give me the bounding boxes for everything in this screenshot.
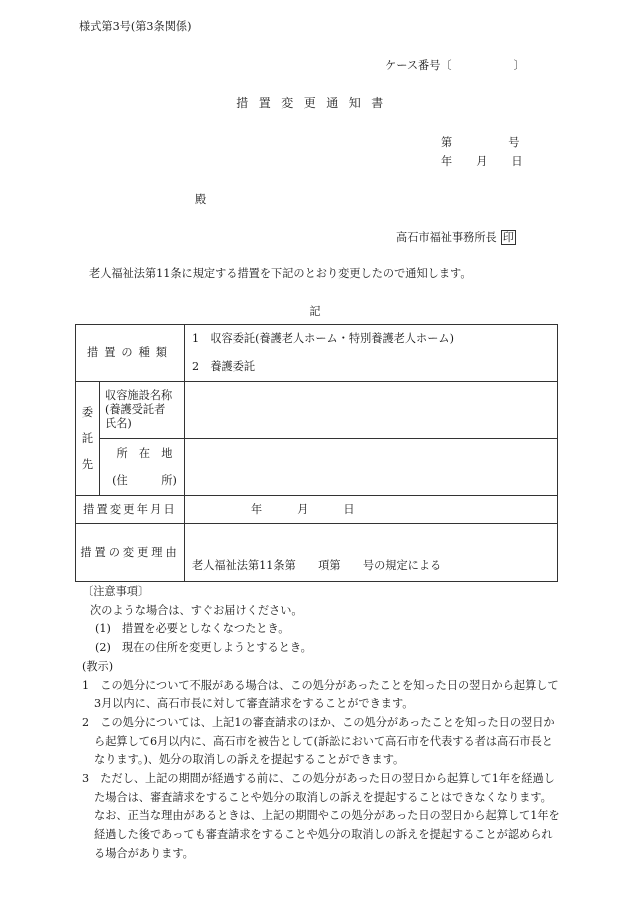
intro-text: 老人福祉法第11条に規定する措置を下記のとおり変更したので通知します。 [89,267,472,280]
change-reason-value: 老人福祉法第11条第 項第 号の規定による [185,524,558,582]
address-label-line-1: 所 在 地 [116,447,173,460]
change-month: 月 [297,502,309,516]
entrust-char-2: 託 [81,431,94,445]
measure-type-option-2: 2 養護委託 [192,360,256,373]
instructions-item-2: 2 この処分については、上記1の審査請求のほか、この処分があったことを知った日の翌日から起算して6月以内に、高石市を被告として(訴訟において高石市を代表する者は高石市長となります。)、処分の取消しの訴えを提起することができます。 [82,715,555,767]
facility-label-line-2: (養護受託者 [105,403,166,416]
row-address [76,439,558,496]
case-close-bracket: 〕 [513,59,525,72]
measure-table [75,324,558,582]
change-date-value [185,496,558,524]
entrust-label [76,382,100,496]
case-number [385,59,525,73]
entrust-char-1: 委 [81,405,94,419]
case-number-label: ケース番号 [385,59,441,72]
instructions-item-3: 3 ただし、上記の期間が経過する前に、この処分があった日の翌日から起算して1年を経過した場合は、審査請求をすることや処分の取消しの訴えを提起することはできなくなります。なお、正当な理由があるときは、上記の期間やこの処分があった日の翌日から起算して1年を経過した後であっても審査請求をすることや処分の取消しの訴えを提起することが認められる場合があります。 [82,772,560,860]
form-label: 様式第3号(第3条関係) [79,20,192,33]
addressee: 殿 [195,193,207,206]
row-change-reason [76,524,558,582]
number-prefix: 第 [441,136,453,149]
date-month: 月 [476,155,488,168]
notes-lead: 次のような場合は、すぐお届けください。 [90,603,303,617]
facility-label [100,382,185,439]
change-date-label: 措置変更年月日 [76,496,185,524]
facility-label-line-3: 氏名) [105,417,132,430]
instructions-heading: (教示) [82,659,114,673]
date-year: 年 [441,155,453,168]
measure-type-options [185,325,558,382]
date-day: 日 [511,155,523,168]
document-number [441,136,519,150]
ki-heading: 記 [309,305,321,318]
change-year: 年 [251,502,263,516]
measure-type-option-1: 1 収容委託(養護老人ホーム・特別養護老人ホーム) [192,332,454,345]
facility-label-line-1: 収容施設名称 [105,389,173,402]
sender [396,230,516,245]
change-reason-label: 措置の変更理由 [76,524,185,582]
notes-section [82,583,562,864]
row-facility [76,382,558,439]
row-measure-type [76,325,558,382]
notes-item-2: (2) 現在の住所を変更しようとするとき。 [95,641,312,655]
notes-heading: 〔注意事項〕 [82,585,150,598]
change-day: 日 [343,502,355,516]
sender-name: 高石市福祉事務所長 [396,231,497,244]
row-change-date [76,496,558,524]
case-open-bracket: 〔 [440,59,452,72]
address-label [100,439,185,496]
address-label-line-2: (住 所) [112,474,177,487]
number-suffix: 号 [508,136,520,149]
seal-mark: 印 [502,231,514,244]
instructions-item-1: 1 この処分について不服がある場合は、この処分があったことを知った日の翌日から起算して3月以内に、高石市長に対して審査請求をすることができます。 [82,678,559,711]
notes-item-1: (1) 措置を必要としなくなつたとき。 [95,622,290,636]
measure-type-label: 措置の種類 [76,325,185,382]
entrust-char-3: 先 [81,457,94,471]
address-value [185,439,558,496]
document-title: 措置変更通知書 [236,96,394,110]
document-date [441,155,523,169]
facility-value [185,382,558,439]
